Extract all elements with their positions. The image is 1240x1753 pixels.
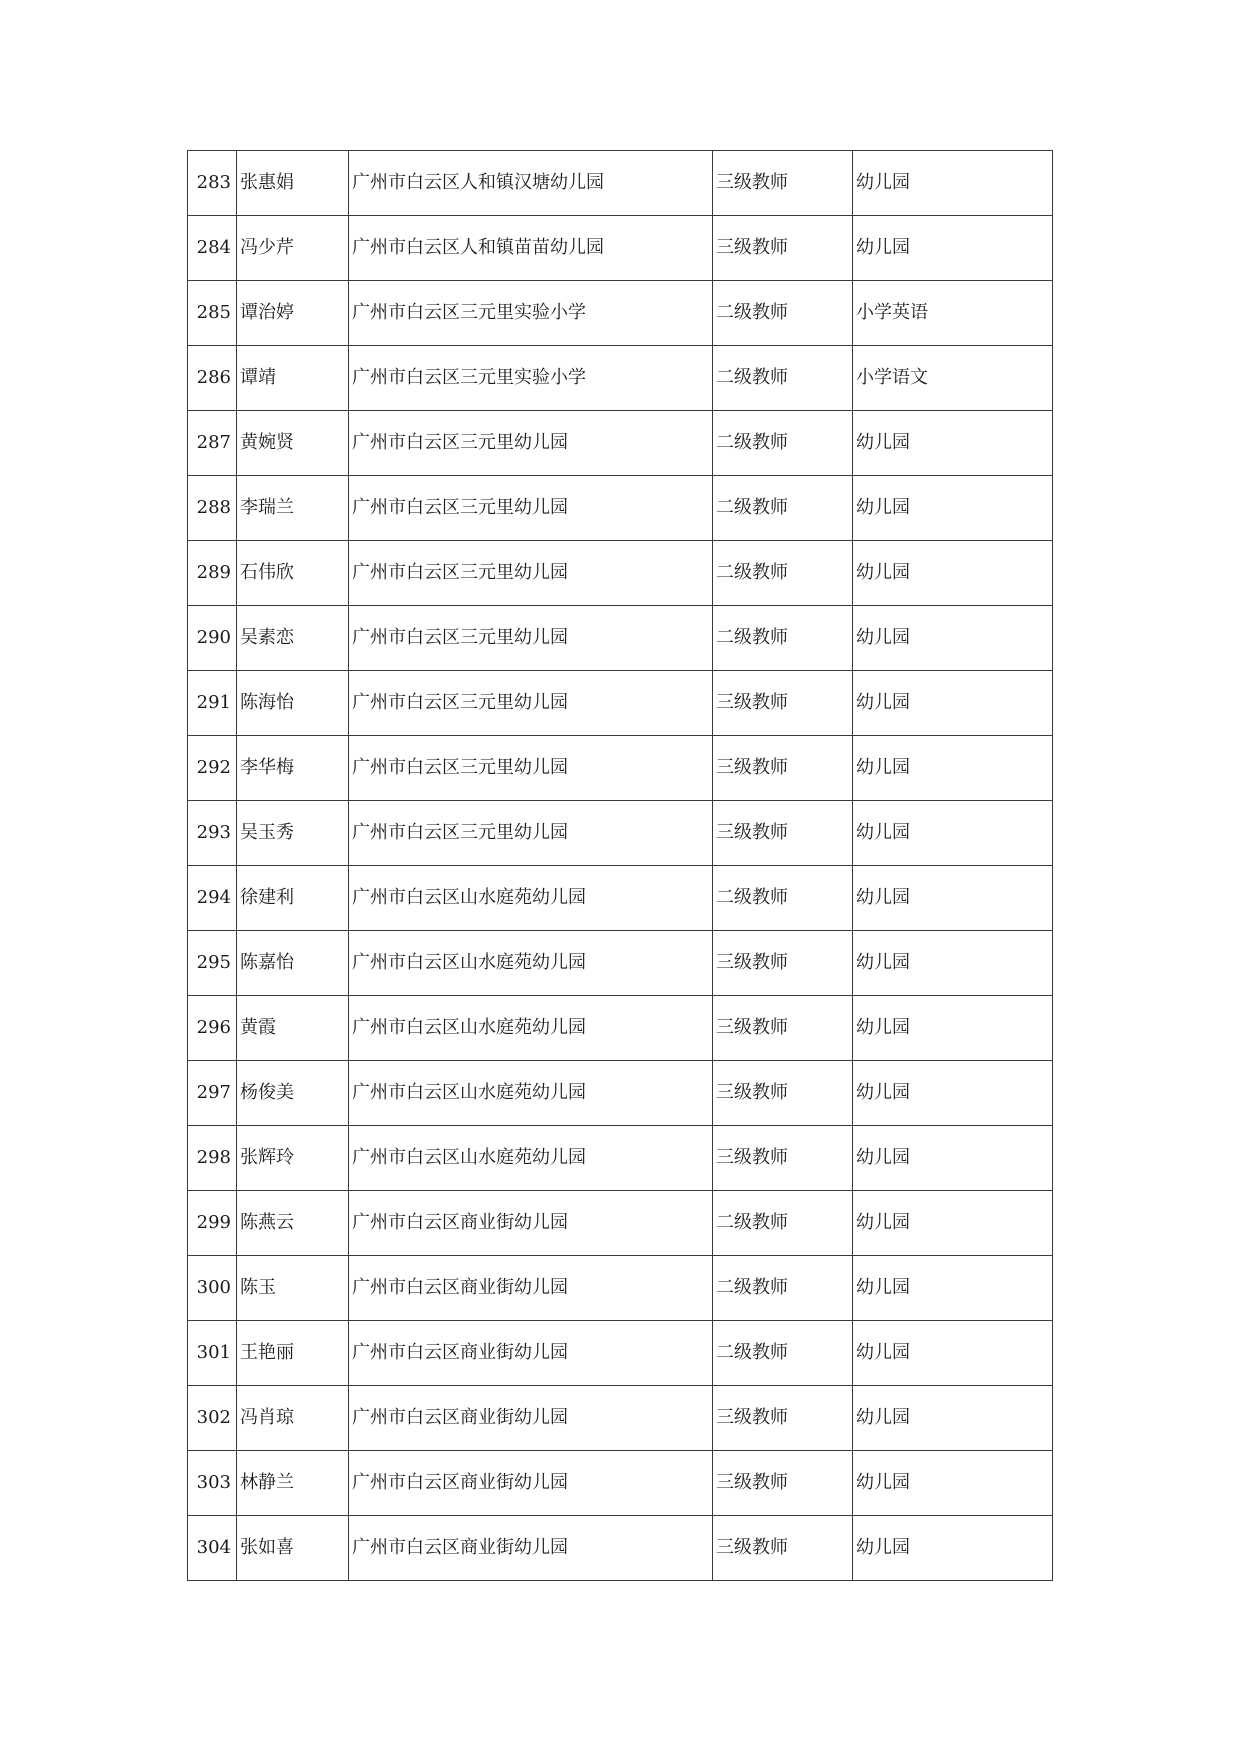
school-unit-cell: 广州市白云区商业街幼儿园 <box>349 1191 713 1256</box>
school-unit-cell: 广州市白云区三元里幼儿园 <box>349 671 713 736</box>
teacher-rank-cell: 二级教师 <box>713 866 853 931</box>
school-unit-cell: 广州市白云区山水庭苑幼儿园 <box>349 1126 713 1191</box>
teacher-rank-cell: 三级教师 <box>713 151 853 216</box>
row-number-cell: 287 <box>188 411 237 476</box>
teacher-rank-cell: 三级教师 <box>713 1451 853 1516</box>
row-number-cell: 283 <box>188 151 237 216</box>
row-number-cell: 304 <box>188 1516 237 1581</box>
table-row <box>188 1256 1053 1321</box>
subject-cell: 幼儿园 <box>853 151 1053 216</box>
subject-cell: 幼儿园 <box>853 541 1053 606</box>
school-unit-cell: 广州市白云区三元里幼儿园 <box>349 606 713 671</box>
subject-cell: 幼儿园 <box>853 1191 1053 1256</box>
subject-cell: 幼儿园 <box>853 1451 1053 1516</box>
table-row <box>188 1451 1053 1516</box>
teacher-rank-cell: 二级教师 <box>713 411 853 476</box>
school-unit-cell: 广州市白云区商业街幼儿园 <box>349 1256 713 1321</box>
school-unit-cell: 广州市白云区三元里实验小学 <box>349 281 713 346</box>
teacher-rank-cell: 三级教师 <box>713 801 853 866</box>
subject-cell: 幼儿园 <box>853 1256 1053 1321</box>
subject-cell: 幼儿园 <box>853 736 1053 801</box>
teacher-name-cell: 黄霞 <box>237 996 349 1061</box>
teacher-name-cell: 冯肖琼 <box>237 1386 349 1451</box>
subject-cell: 幼儿园 <box>853 671 1053 736</box>
table-row <box>188 281 1053 346</box>
school-unit-cell: 广州市白云区三元里幼儿园 <box>349 801 713 866</box>
subject-cell: 幼儿园 <box>853 1516 1053 1581</box>
teacher-rank-cell: 二级教师 <box>713 1191 853 1256</box>
teacher-name-cell: 张惠娟 <box>237 151 349 216</box>
teacher-rank-cell: 二级教师 <box>713 1321 853 1386</box>
teacher-rank-cell: 三级教师 <box>713 736 853 801</box>
subject-cell: 小学英语 <box>853 281 1053 346</box>
teacher-name-cell: 张如喜 <box>237 1516 349 1581</box>
teacher-rank-cell: 二级教师 <box>713 541 853 606</box>
row-number-cell: 298 <box>188 1126 237 1191</box>
row-number-cell: 300 <box>188 1256 237 1321</box>
teacher-name-cell: 林静兰 <box>237 1451 349 1516</box>
row-number-cell: 285 <box>188 281 237 346</box>
teacher-name-cell: 陈玉 <box>237 1256 349 1321</box>
teacher-roster-table <box>187 150 1053 1581</box>
teacher-name-cell: 吴素恋 <box>237 606 349 671</box>
row-number-cell: 297 <box>188 1061 237 1126</box>
table-row <box>188 1126 1053 1191</box>
subject-cell: 小学语文 <box>853 346 1053 411</box>
school-unit-cell: 广州市白云区山水庭苑幼儿园 <box>349 996 713 1061</box>
teacher-rank-cell: 三级教师 <box>713 1516 853 1581</box>
teacher-name-cell: 陈海怡 <box>237 671 349 736</box>
school-unit-cell: 广州市白云区三元里幼儿园 <box>349 411 713 476</box>
school-unit-cell: 广州市白云区人和镇汉塘幼儿园 <box>349 151 713 216</box>
school-unit-cell: 广州市白云区三元里幼儿园 <box>349 736 713 801</box>
teacher-rank-cell: 三级教师 <box>713 931 853 996</box>
table-row <box>188 151 1053 216</box>
row-number-cell: 302 <box>188 1386 237 1451</box>
row-number-cell: 293 <box>188 801 237 866</box>
teacher-name-cell: 徐建利 <box>237 866 349 931</box>
school-unit-cell: 广州市白云区三元里幼儿园 <box>349 541 713 606</box>
row-number-cell: 299 <box>188 1191 237 1256</box>
subject-cell: 幼儿园 <box>853 476 1053 541</box>
school-unit-cell: 广州市白云区商业街幼儿园 <box>349 1386 713 1451</box>
teacher-rank-cell: 三级教师 <box>713 1126 853 1191</box>
subject-cell: 幼儿园 <box>853 801 1053 866</box>
table-row <box>188 1386 1053 1451</box>
school-unit-cell: 广州市白云区山水庭苑幼儿园 <box>349 1061 713 1126</box>
table-row <box>188 1061 1053 1126</box>
row-number-cell: 296 <box>188 996 237 1061</box>
school-unit-cell: 广州市白云区三元里幼儿园 <box>349 476 713 541</box>
table-row <box>188 866 1053 931</box>
subject-cell: 幼儿园 <box>853 1321 1053 1386</box>
teacher-rank-cell: 三级教师 <box>713 216 853 281</box>
table-row <box>188 476 1053 541</box>
teacher-rank-cell: 二级教师 <box>713 1256 853 1321</box>
teacher-rank-cell: 三级教师 <box>713 671 853 736</box>
school-unit-cell: 广州市白云区商业街幼儿园 <box>349 1321 713 1386</box>
school-unit-cell: 广州市白云区人和镇苗苗幼儿园 <box>349 216 713 281</box>
table-row <box>188 671 1053 736</box>
table-row <box>188 1516 1053 1581</box>
row-number-cell: 286 <box>188 346 237 411</box>
table-row <box>188 411 1053 476</box>
subject-cell: 幼儿园 <box>853 1061 1053 1126</box>
teacher-name-cell: 谭治婷 <box>237 281 349 346</box>
subject-cell: 幼儿园 <box>853 1386 1053 1451</box>
school-unit-cell: 广州市白云区山水庭苑幼儿园 <box>349 931 713 996</box>
subject-cell: 幼儿园 <box>853 216 1053 281</box>
row-number-cell: 291 <box>188 671 237 736</box>
teacher-rank-cell: 二级教师 <box>713 281 853 346</box>
school-unit-cell: 广州市白云区三元里实验小学 <box>349 346 713 411</box>
teacher-name-cell: 谭靖 <box>237 346 349 411</box>
teacher-name-cell: 吴玉秀 <box>237 801 349 866</box>
teacher-name-cell: 冯少芹 <box>237 216 349 281</box>
row-number-cell: 295 <box>188 931 237 996</box>
table-row <box>188 346 1053 411</box>
subject-cell: 幼儿园 <box>853 931 1053 996</box>
teacher-rank-cell: 三级教师 <box>713 1386 853 1451</box>
table-row <box>188 216 1053 281</box>
row-number-cell: 303 <box>188 1451 237 1516</box>
table-row <box>188 606 1053 671</box>
roster-body <box>188 151 1053 1581</box>
row-number-cell: 292 <box>188 736 237 801</box>
subject-cell: 幼儿园 <box>853 996 1053 1061</box>
teacher-name-cell: 王艳丽 <box>237 1321 349 1386</box>
school-unit-cell: 广州市白云区商业街幼儿园 <box>349 1451 713 1516</box>
table-row <box>188 931 1053 996</box>
teacher-rank-cell: 二级教师 <box>713 476 853 541</box>
row-number-cell: 284 <box>188 216 237 281</box>
row-number-cell: 289 <box>188 541 237 606</box>
teacher-name-cell: 陈嘉怡 <box>237 931 349 996</box>
subject-cell: 幼儿园 <box>853 606 1053 671</box>
teacher-rank-cell: 二级教师 <box>713 606 853 671</box>
table-row <box>188 541 1053 606</box>
row-number-cell: 301 <box>188 1321 237 1386</box>
teacher-rank-cell: 二级教师 <box>713 346 853 411</box>
teacher-name-cell: 李瑞兰 <box>237 476 349 541</box>
teacher-name-cell: 杨俊美 <box>237 1061 349 1126</box>
table-row <box>188 736 1053 801</box>
teacher-rank-cell: 三级教师 <box>713 1061 853 1126</box>
school-unit-cell: 广州市白云区商业街幼儿园 <box>349 1516 713 1581</box>
subject-cell: 幼儿园 <box>853 1126 1053 1191</box>
teacher-name-cell: 李华梅 <box>237 736 349 801</box>
teacher-rank-cell: 三级教师 <box>713 996 853 1061</box>
teacher-name-cell: 石伟欣 <box>237 541 349 606</box>
subject-cell: 幼儿园 <box>853 866 1053 931</box>
table-row <box>188 996 1053 1061</box>
table-row <box>188 1321 1053 1386</box>
teacher-name-cell: 陈燕云 <box>237 1191 349 1256</box>
subject-cell: 幼儿园 <box>853 411 1053 476</box>
row-number-cell: 290 <box>188 606 237 671</box>
teacher-name-cell: 黄婉贤 <box>237 411 349 476</box>
table-row <box>188 1191 1053 1256</box>
table-row <box>188 801 1053 866</box>
row-number-cell: 294 <box>188 866 237 931</box>
school-unit-cell: 广州市白云区山水庭苑幼儿园 <box>349 866 713 931</box>
teacher-name-cell: 张辉玲 <box>237 1126 349 1191</box>
row-number-cell: 288 <box>188 476 237 541</box>
